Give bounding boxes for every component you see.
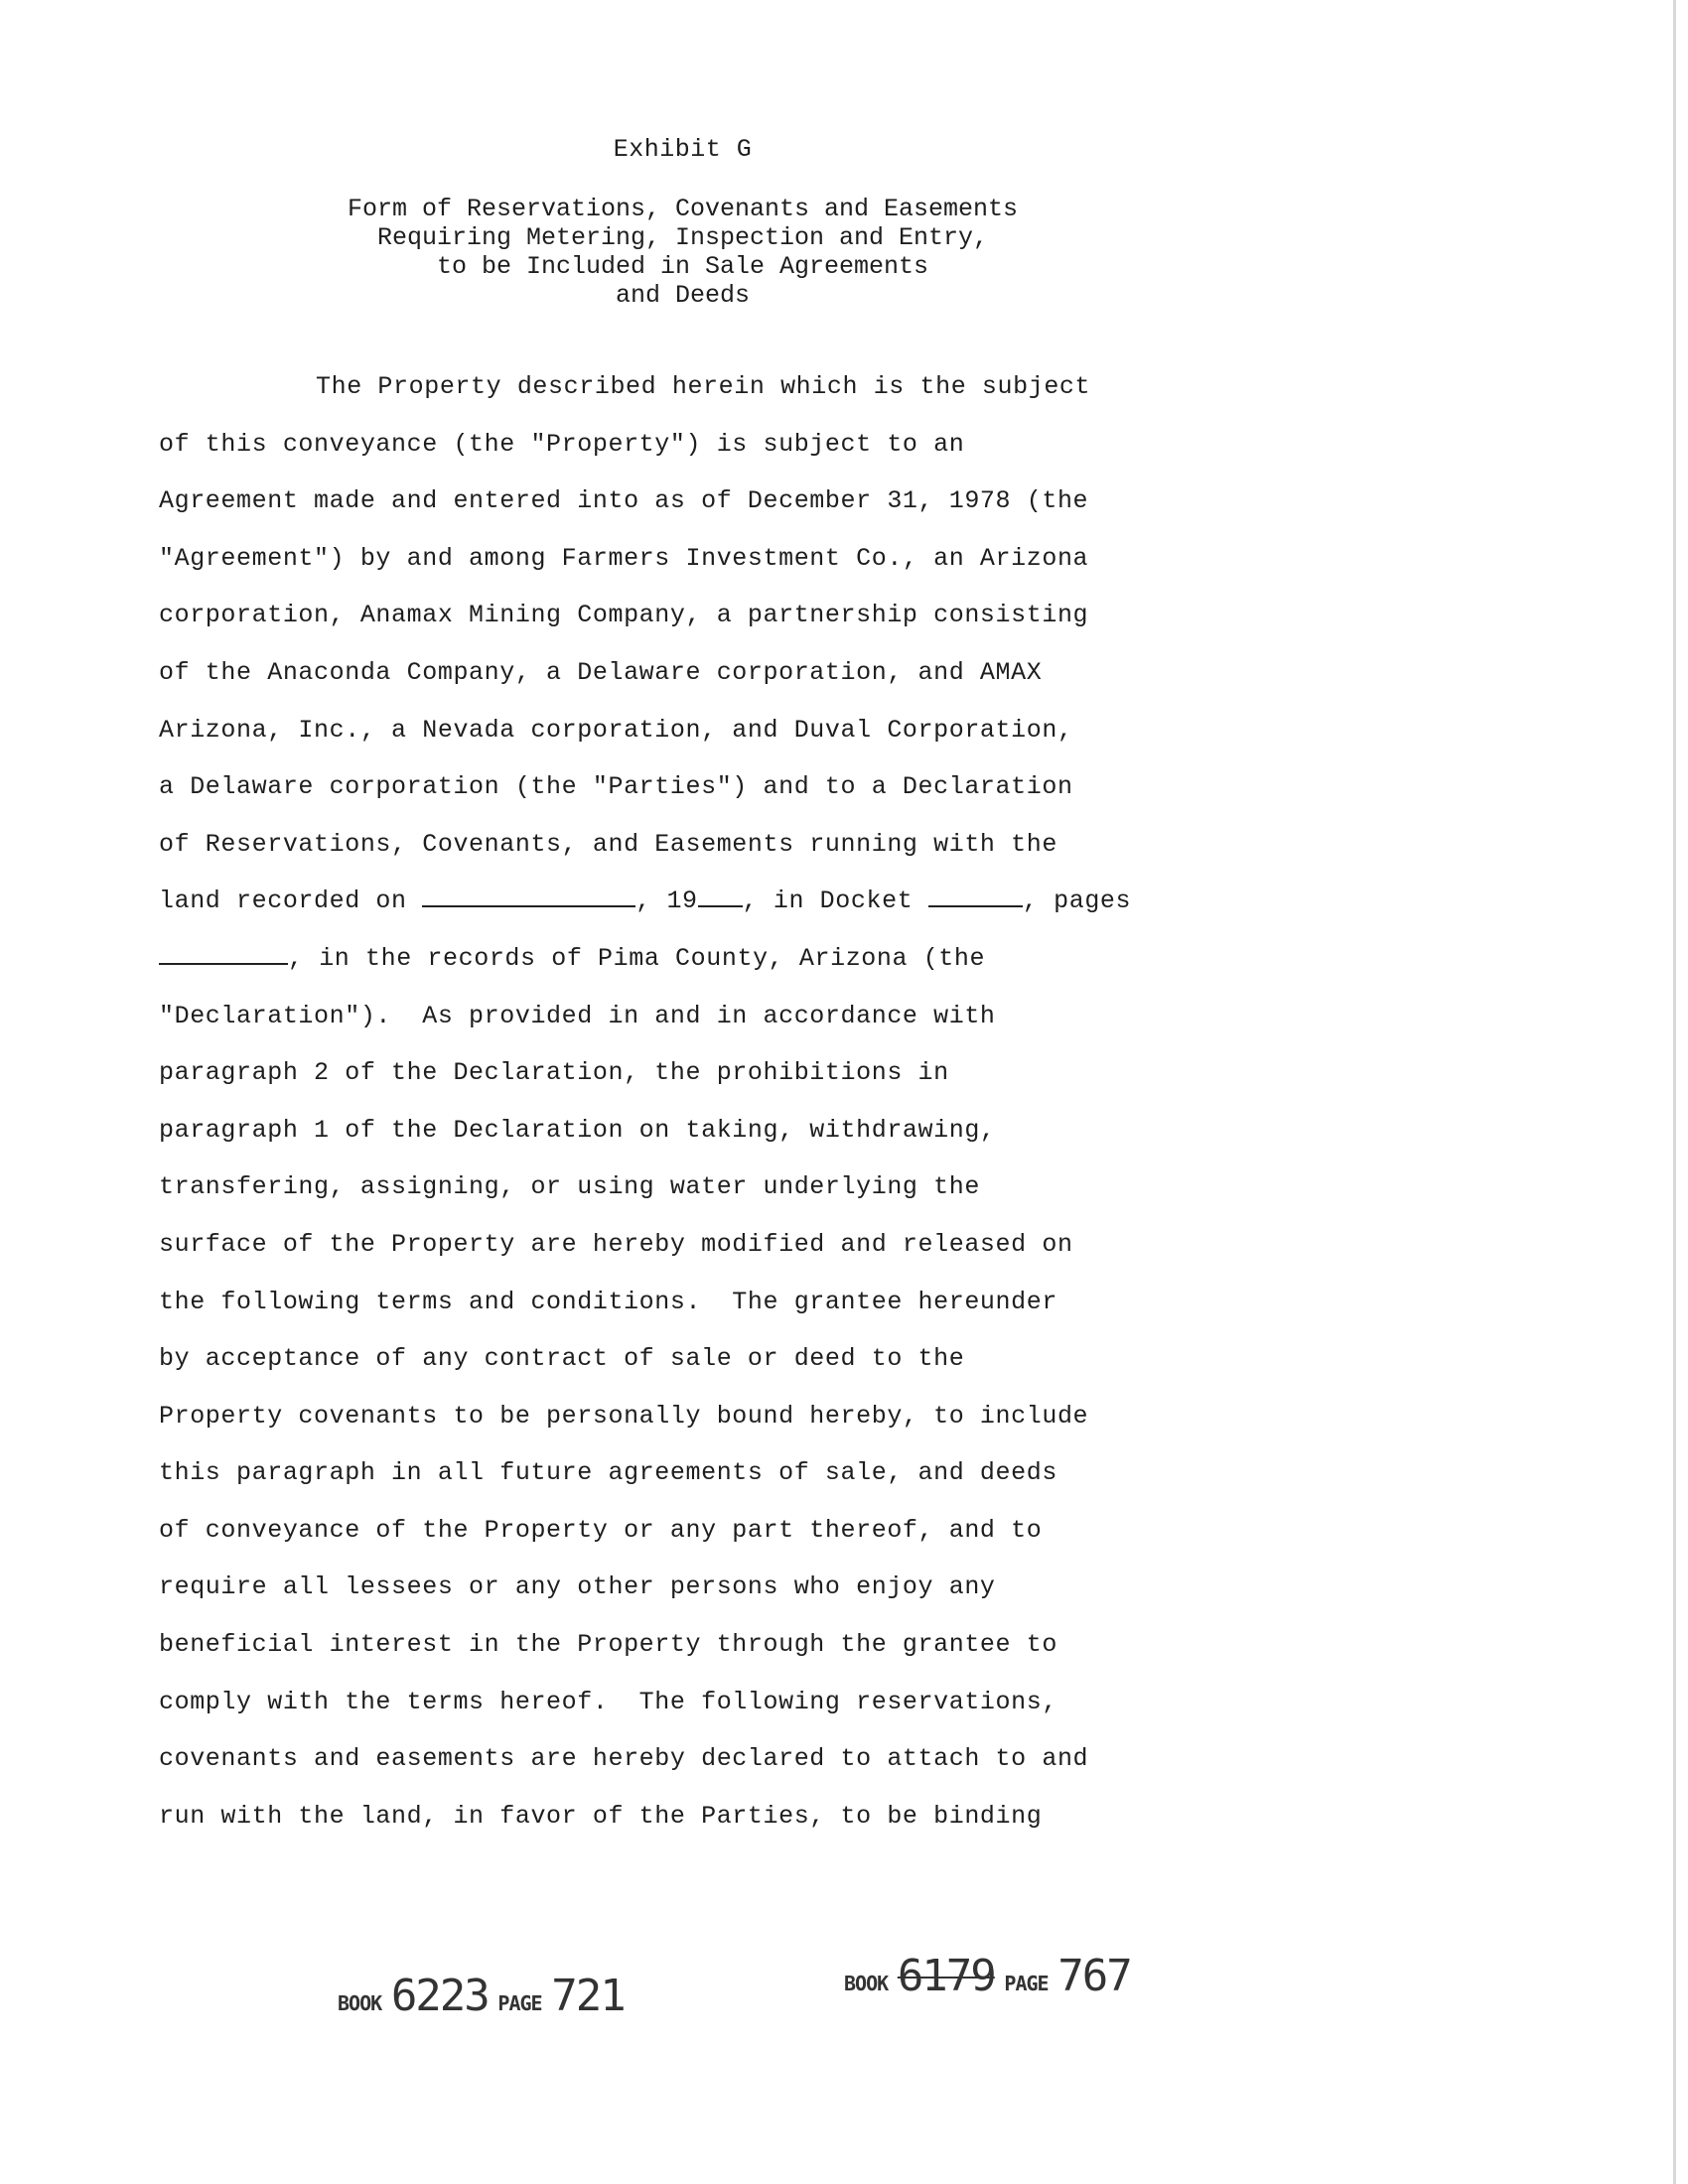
year-blank — [698, 884, 743, 907]
body-line: of this conveyance (the "Property") is subject to an — [159, 429, 965, 459]
stamp-page-label: PAGE — [497, 1991, 542, 2015]
body-line: "Declaration"). As provided in and in accordance with — [159, 1001, 996, 1030]
records-line — [159, 939, 1211, 997]
body-line: by acceptance of any contract of sale or deed to the — [159, 1344, 965, 1374]
body-line: The Property described herein which is the subject — [316, 372, 1091, 401]
body-line: run with the land, in favor of the Parties, to be binding — [159, 1801, 1043, 1831]
body-line: require all lessees or any other persons who enjoy any — [159, 1572, 996, 1602]
body-line: surface of the Property are hereby modified and released on — [159, 1229, 1073, 1259]
stamp-book-label: BOOK — [338, 1991, 382, 2015]
docket-blank — [928, 884, 1023, 907]
body-line: this paragraph in all future agreements of sale, and deeds — [159, 1458, 1057, 1488]
document-heading — [0, 195, 1365, 310]
date-blank — [422, 884, 635, 907]
heading-line: and Deeds — [615, 281, 751, 310]
stamp-page-number: 767 — [1057, 1951, 1131, 2001]
body-line: beneficial interest in the Property through the grantee to — [159, 1630, 1057, 1660]
body-line: comply with the terms hereof. The following reservations, — [159, 1687, 1057, 1716]
stamp-book-label: BOOK — [844, 1972, 889, 1995]
body-line: covenants and easements are hereby declared to attach to and — [159, 1744, 1089, 1774]
book-page-stamp-left — [338, 1971, 625, 2021]
exhibit-title: Exhibit G — [613, 135, 753, 164]
stamp-book-number: 6223 — [390, 1971, 489, 2021]
body-line: corporation, Anamax Mining Company, a partnership consisting — [159, 601, 1089, 630]
recording-stamps — [0, 1951, 1688, 2030]
heading-line: to be Included in Sale Agreements — [436, 252, 929, 281]
pages-label: , pages — [1022, 887, 1132, 916]
body-line: paragraph 1 of the Declaration on taking, withdrawing, — [159, 1115, 996, 1145]
heading-line: Requiring Metering, Inspection and Entry, — [376, 223, 989, 252]
body-line: the following terms and conditions. The grantee hereunder — [159, 1287, 1057, 1316]
body-line: "Agreement") by and among Farmers Investment Co., an Arizona — [159, 543, 1089, 573]
body-line: Property covenants to be personally bound hereby, to include — [159, 1401, 1089, 1431]
body-line: Arizona, Inc., a Nevada corporation, and Duval Corporation, — [159, 715, 1073, 745]
stamp-page-label: PAGE — [1004, 1972, 1049, 1995]
stamp-page-number: 721 — [551, 1971, 625, 2021]
docket-label: , in Docket — [742, 887, 928, 916]
body-line: of Reservations, Covenants, and Easements running with the — [159, 829, 1057, 859]
pages-blank — [159, 941, 288, 965]
body-line: of conveyance of the Property or any part thereof, and to — [159, 1515, 1043, 1545]
recorded-on-prefix: land recorded on — [159, 887, 423, 916]
body-line: a Delaware corporation (the "Parties") and to a Declaration — [159, 772, 1073, 802]
book-page-stamp-right — [844, 1951, 1131, 2001]
records-suffix: , in the records of Pima County, Arizona (the — [288, 943, 986, 973]
stamp-book-number: 6179 — [897, 1951, 995, 2001]
body-line: paragraph 2 of the Declaration, the prohibitions in — [159, 1058, 949, 1088]
page-edge-shadow — [1673, 0, 1676, 2184]
heading-line: Form of Reservations, Covenants and Easements — [347, 195, 1019, 223]
recorded-on-line — [159, 882, 1211, 939]
year-prefix: , 19 — [635, 887, 698, 916]
body-line: of the Anaconda Company, a Delaware corporation, and AMAX — [159, 657, 1043, 687]
body-paragraph — [159, 367, 1211, 1853]
body-line: transfering, assigning, or using water underlying the — [159, 1172, 980, 1202]
body-line: Agreement made and entered into as of December 31, 1978 (the — [159, 486, 1089, 516]
